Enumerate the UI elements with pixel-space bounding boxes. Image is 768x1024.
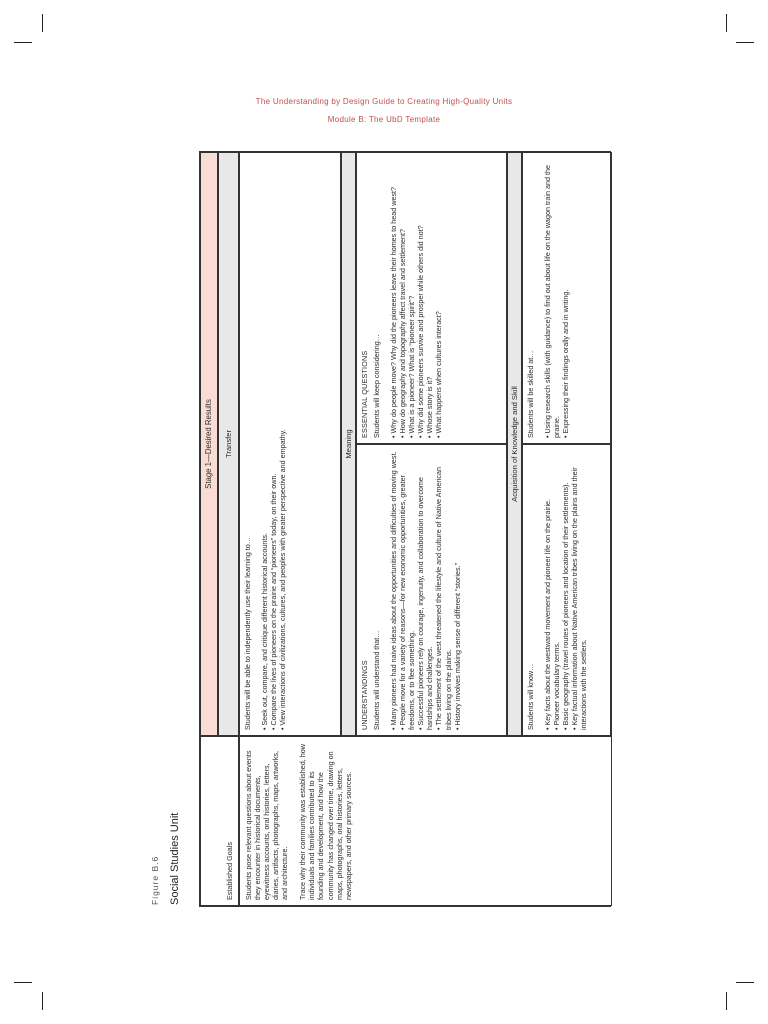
list-item: • People move for a variety of reasons—for new economic opportunities, greater freedoms, or to flee something. xyxy=(398,450,416,730)
skill-list xyxy=(543,158,570,438)
crop-mark xyxy=(14,982,32,983)
list-item: • History involves making sense of different “stories.” xyxy=(453,450,462,730)
list-item: • Why did some pioneers survive and prosper while others did not? xyxy=(416,158,425,438)
crop-mark xyxy=(42,992,43,1010)
crop-mark xyxy=(726,992,727,1010)
list-item: • Key facts about the westward movement and pioneer life on the prairie. xyxy=(543,450,552,730)
figure-title: Social Studies Unit xyxy=(169,812,181,905)
list-item: • Seek out, compare, and critique different historical accounts. xyxy=(260,158,269,730)
crop-mark xyxy=(736,42,754,43)
figure-label: Figure B.6 xyxy=(150,855,160,905)
skill-lead: Students will be skilled at… xyxy=(526,350,535,438)
list-item: • Expressing their findings orally and in writing. xyxy=(561,158,570,438)
understandings-heading: UNDERSTANDINGS xyxy=(360,660,369,730)
knowledge-cell xyxy=(522,444,612,736)
ubd-template-table xyxy=(199,151,611,907)
transfer-cell xyxy=(239,152,341,736)
essential-questions-cell xyxy=(356,152,507,444)
crop-mark xyxy=(736,982,754,983)
list-item: • Whose story is it? xyxy=(425,158,434,438)
transfer-lead: Students will be able to independently use their learning to… xyxy=(243,537,252,730)
list-item: • What happens when cultures interact? xyxy=(434,158,443,438)
list-item: • Why do people move? Why did the pioneers leave their homes to head west? xyxy=(389,158,398,438)
knowledge-lead: Students will know… xyxy=(526,663,535,730)
meaning-heading: Meaning xyxy=(341,152,356,736)
understandings-lead: Students will understand that… xyxy=(372,630,382,730)
essential-questions-heading: ESSENTIAL QUESTIONS xyxy=(360,350,369,438)
list-item: • Pioneer vocabulary terms. xyxy=(552,450,561,730)
running-subheader: Module B: The UbD Template xyxy=(327,115,441,124)
transfer-heading: Transfer xyxy=(218,152,239,736)
list-item: • Basic geography (travel routes of pioneers and location of their settlements). xyxy=(561,450,570,730)
list-item: • Compare the lives of pioneers on the prairie and “pioneers” today, on their own. xyxy=(269,158,278,730)
knowledge-list xyxy=(543,450,588,730)
stage-title: Stage 1—Desired Results xyxy=(200,152,218,736)
list-item: • Successful pioneers rely on courage, ingenuity, and collaboration to overcome hardships and challenges. xyxy=(416,450,434,730)
goals-heading: Established Goals xyxy=(200,736,239,906)
transfer-list xyxy=(260,158,287,730)
list-item: • What is a pioneer? What is “pioneer spirit”? xyxy=(407,158,416,438)
understandings-list xyxy=(389,450,462,730)
understandings-cell xyxy=(356,444,507,736)
list-item: • View interactions of civilizations, cultures, and peoples with greater perspective and empathy. xyxy=(278,158,287,730)
list-item: • Using research skills (with guidance) to find out about life on the wagon train and the prairie. xyxy=(543,158,561,438)
crop-mark xyxy=(42,14,43,32)
skill-cell xyxy=(522,152,612,444)
goals-cell xyxy=(239,736,612,906)
running-header: The Understanding by Design Guide to Creating High-Quality Units xyxy=(255,97,513,106)
essential-questions-lead: Students will keep considering… xyxy=(372,334,382,438)
goal-text: Trace why their community was established, how individuals and families contributed to its founding and development, and how the community has changed over time, drawing on maps, photographs, oral histories, letters, newspapers, and other primary sources. xyxy=(298,744,353,900)
goal-text: Students pose relevant questions about events they encounter in historical documents, eyewitness accounts, oral histories, letters, diaries, artifacts, photographs, maps, artworks, and architecture. xyxy=(244,750,290,900)
crop-mark xyxy=(14,42,32,43)
crop-mark xyxy=(726,14,727,32)
list-item: • Key factual information about Native American tribes living on the plains and their interactions with the settlers. xyxy=(570,450,588,730)
acquisition-heading: Acquisition of Knowledge and Skill xyxy=(507,152,522,736)
essential-questions-list xyxy=(389,158,443,438)
list-item: • The settlement of the west threatened the lifestyle and culture of Native American tribes living on the plains. xyxy=(434,450,452,730)
list-item: • How do geography and topography affect travel and settlement? xyxy=(398,158,407,438)
list-item: • Many pioneers had naive ideas about the opportunities and difficulties of moving west. xyxy=(389,450,398,730)
